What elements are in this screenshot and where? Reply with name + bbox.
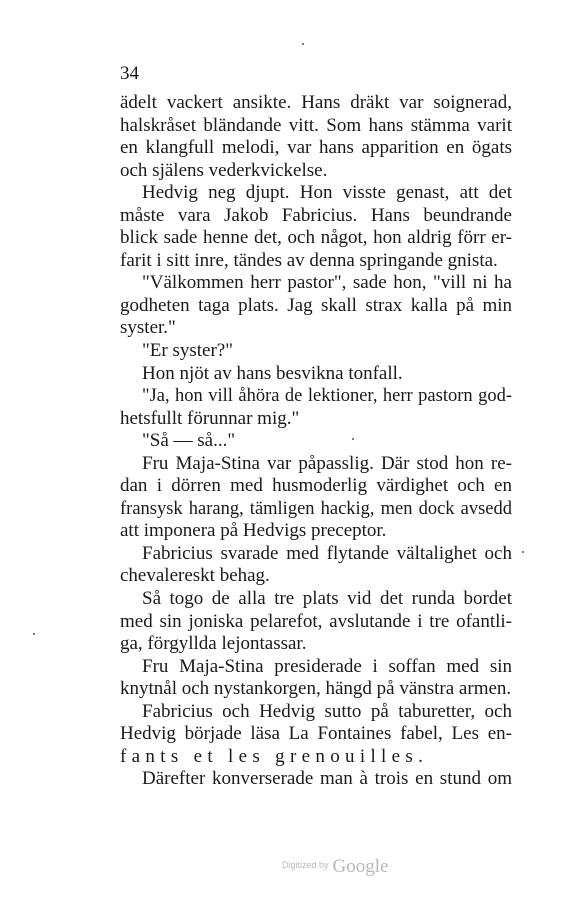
text-line: Fabricius och Hedvig sutto på taburetter, och [142,700,512,722]
text-line: "Er syster?" [142,340,233,362]
text-line: hetsfullt förunnar mig." [120,407,300,429]
text-line: dan i dörren med husmoderlig värdighet och en [120,475,512,497]
scan-speck [33,633,35,635]
text-line: farit i sitt inre, tändes av denna springande gnista. [120,249,498,271]
text-line: Fabricius svarade med flytande vältalighet och [142,542,512,564]
scan-speck [352,438,354,440]
text-line: "Så — så..." [142,430,236,452]
text-line: ga, förgyllda lejontassar. [120,633,307,655]
text-line: Hedvig började läsa La Fontaines fabel, Les en- [120,723,512,745]
text-line: med sin joniska pelarefot, avslutande i tre ofantli- [120,610,512,632]
text-line: Hon njöt av hans besvikna tonfall. [142,362,403,384]
text-line: godheten taga plats. Jag skall strax kalla på min [120,294,512,316]
text-line: ädelt vackert ansikte. Hans dräkt var soignerad, [120,92,512,113]
text-line: att imponera på Hedvigs preceptor. [120,520,387,542]
text-line: Därefter konverserade man à trois en stund om [142,768,512,790]
text-line: halskråset bländande vitt. Som hans stämma varit [120,114,512,136]
text-line: blick sade henne det, och något, hon aldrig förr er- [120,227,512,249]
text-line: "Välkommen herr pastor", sade hon, "vill ni ha [142,272,512,294]
text-line: Fru Maja-Stina var påpasslig. Där stod hon re- [142,452,512,474]
text-line: fants et les grenouilles. [120,745,429,767]
text-line: och själens vederkvickelse. [120,159,328,181]
scan-speck [302,43,304,45]
text-line: en klangfull melodi, var hans apparition en ögats [120,137,512,159]
scan-speck [522,551,524,553]
text-line: måste vara Jakob Fabricius. Hans beundrande [120,204,512,226]
text-line: chevalereskt behag. [120,565,270,587]
body-text [120,92,512,791]
text-line: syster." [120,317,176,339]
text-line: Så togo de alla tre plats vid det runda bordet [142,588,512,610]
text-line: Hedvig neg djupt. Hon visste genast, att det [142,182,512,204]
text-line: "Ja, hon vill åhöra de lektioner, herr pastorn god- [142,386,512,407]
text-line: Fru Maja-Stina presiderade i soffan med sin [142,655,512,677]
page-number: 34 [120,63,139,84]
watermark-brand: Google [332,856,389,877]
text-line: fransysk harang, tämligen hackig, men dock avsedd [120,498,512,519]
digitization-watermark [282,856,388,878]
text-line: knytnål och nystankorgen, hängd på vänstra armen. [120,678,512,700]
watermark-prefix: Digitized by [282,860,329,870]
